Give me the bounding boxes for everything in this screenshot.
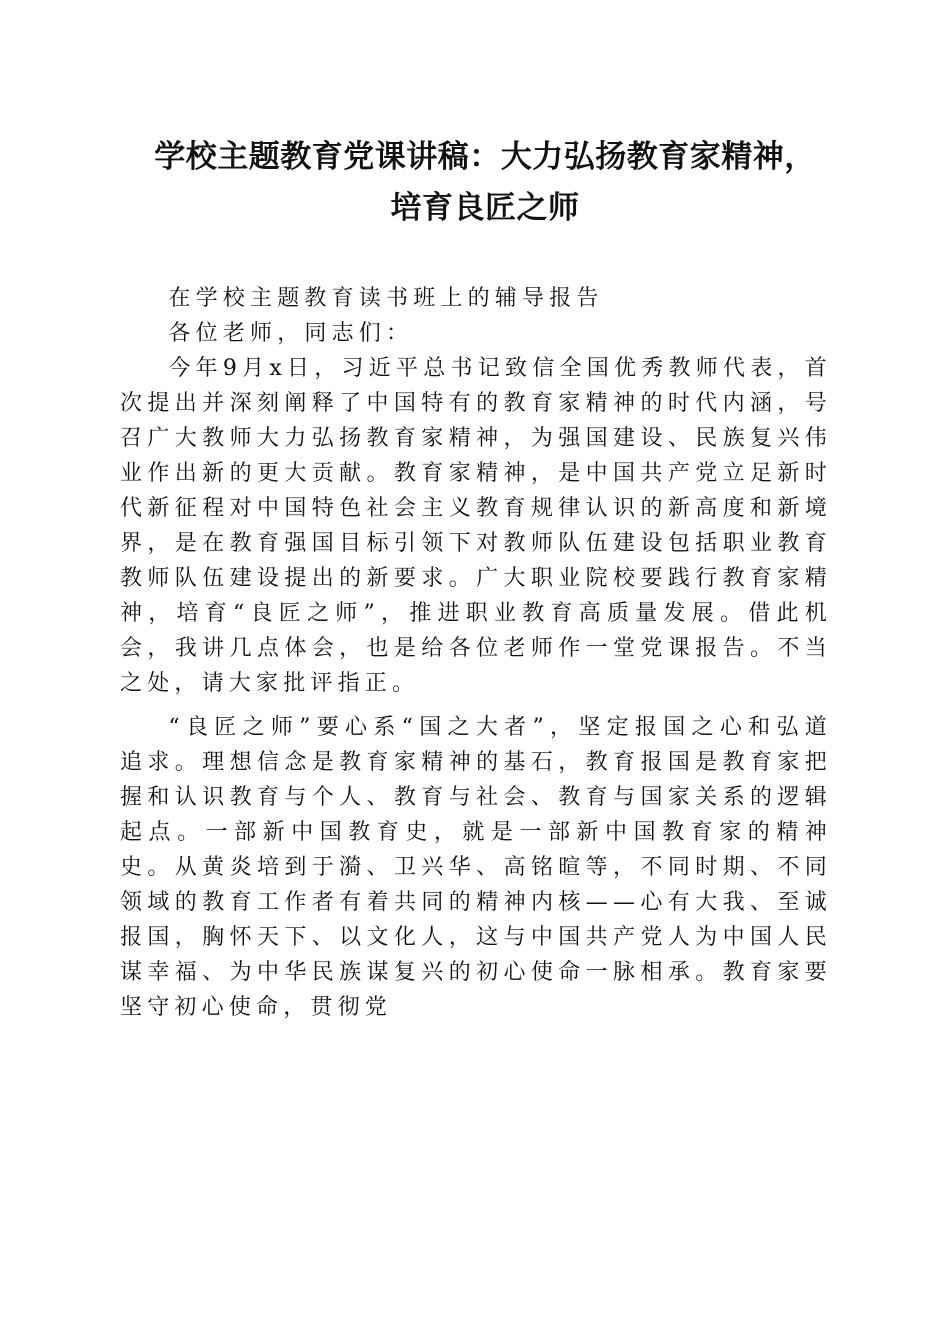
paragraph-2: “良匠之师”要心系“国之大者”，坚定报国之心和弘道追求。理想信念是教育家精神的基石，教育报国是教育家把握和认识教育与个人、教育与社会、教育与国家关系的逻辑起点。一部新中国教育史，就是一部新中国教育家的精神史。从黄炎培到于漪、卫兴华、高铭暄等，不同时期、不同领域的教育工作者有着共同的精神内核——心有大我、至诚报国，胸怀天下、以文化人，这与中国共产党人为中国人民谋幸福、为中华民族谋复兴的初心使命一脉相承。教育家要坚守初心使命，贯彻党 bbox=[120, 715, 832, 1020]
title-line-1: 学校主题教育党课讲稿：大力弘扬教育家精神， bbox=[154, 139, 816, 175]
document-body bbox=[120, 281, 832, 1025]
paragraph-1: 今年9月x日，习近平总书记致信全国优秀教师代表，首次提出并深刻阐释了中国特有的教育家精神的时代内涵，号召广大教师大力弘扬教育家精神，为强国建设、民族复兴伟业作出新的更大贡献。教育家精神，是中国共产党立足新时代新征程对中国特色社会主义教育规律认识的新高度和新境界，是在教育强国目标引领下对教师队伍建设包括职业教育教师队伍建设提出的新要求。广大职业院校要践行教育家精神，培育“良匠之师”，推进职业教育高质量发展。借此机会，我讲几点体会，也是给各位老师作一堂党课报告。不当之处，请大家批评指正。 bbox=[120, 356, 832, 696]
subtitle: 在学校主题教育读书班上的辅导报告 bbox=[168, 286, 604, 311]
title-line-2: 培育良匠之师 bbox=[390, 190, 580, 226]
salutation: 各位老师，同志们： bbox=[168, 321, 414, 346]
document-title bbox=[100, 132, 870, 234]
